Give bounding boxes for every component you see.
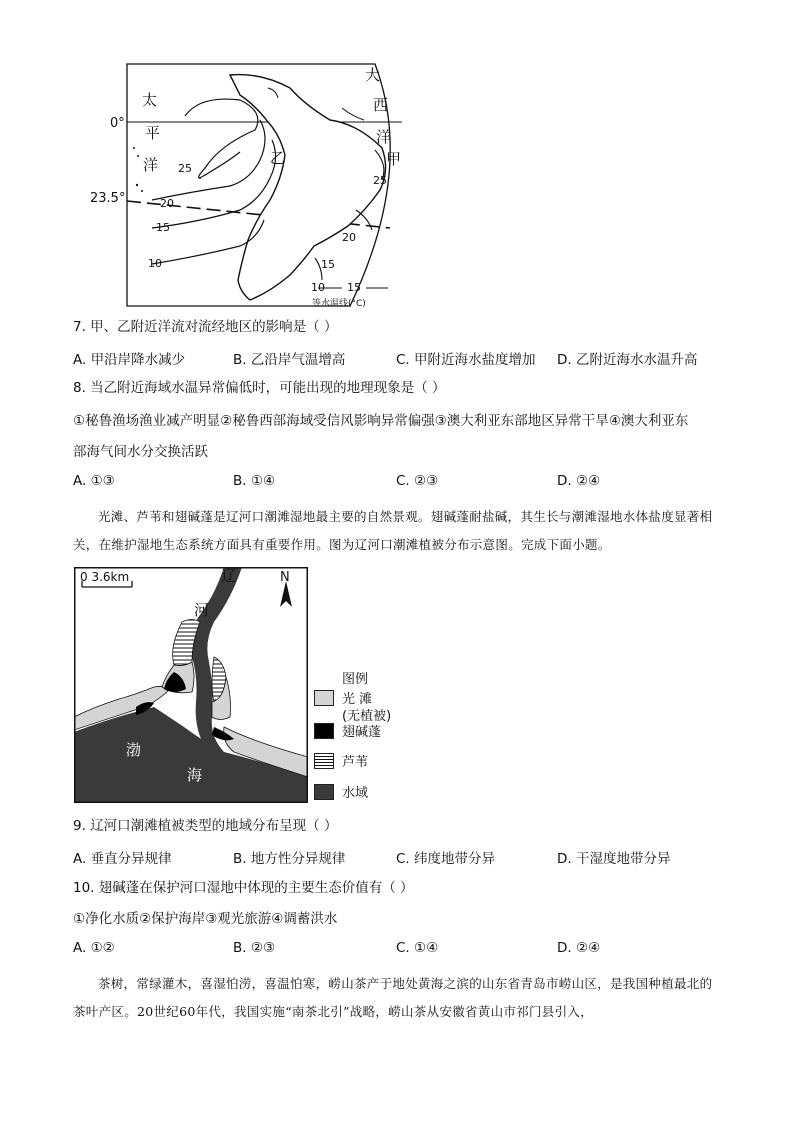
swatch-reed [314,753,334,769]
q8-option-b[interactable]: B. ①④ [233,473,276,489]
q9-option-d[interactable]: D. 干湿度地带分异 [557,851,671,867]
legend-label-reed: 芦苇 [342,755,369,770]
isotherm-10-pacific: 10 [148,257,162,270]
pacific-label-3: 洋 [143,156,159,174]
isotherm-10-atlantic: 10 [311,281,325,294]
swatch-suaeda [314,723,334,739]
map2-legend-title: 图例 [342,672,369,687]
isotherm-20-atlantic: 20 [342,231,356,244]
q9-stem: 9. 辽河口潮滩植被类型的地域分布呈现（ ） [73,818,338,834]
pacific-label-2: 平 [145,124,161,142]
isotherm-15-legend: 15 [347,281,361,294]
river-label-2: 河 [194,601,210,619]
pacific-label-1: 太 [142,91,158,109]
equator-label: 0° [110,116,125,131]
sea-label-1: 渤 [126,741,142,759]
swatch-water [314,784,334,800]
legend-item-suaeda [314,721,381,740]
q7-option-a[interactable]: A. 甲沿岸降水减少 [73,352,186,368]
q8-items-line1: ①秘鲁渔场渔业减产明显②秘鲁西部海域受信风影响异常偏强③澳大利亚东部地区异常干旱④澳大利亚东 [73,413,689,429]
north-label: N [280,570,290,585]
isotherm-legend: 等水温线(°C) [312,299,366,309]
q7-stem: 7. 甲、乙附近洋流对流经地区的影响是（ ） [73,319,338,335]
atlantic-label-3: 洋 [376,128,392,146]
q10-items: ①净化水质②保护海岸③观光旅游④调蓄洪水 [73,911,338,927]
legend-sub-flat: (无植被) [342,709,392,724]
q7-option-c[interactable]: C. 甲附近海水盐度增加 [396,352,536,368]
q10-option-b[interactable]: B. ②③ [233,940,276,956]
q7-option-d[interactable]: D. 乙附近海水水温升高 [557,352,698,368]
isotherm-20-pacific: 20 [160,197,174,210]
q8-stem: 8. 当乙附近海域水温异常偏低时，可能出现的地理现象是（ ） [73,380,446,396]
legend-label-suaeda: 翅碱蓬 [342,725,382,740]
yi-label: 乙 [270,149,286,167]
atlantic-label-1: 大 [365,66,381,84]
q8-items-line2: 部海气间水分交换活跃 [73,444,208,460]
isotherm-15-pacific: 15 [156,221,170,234]
q8-option-d[interactable]: D. ②④ [557,473,601,489]
q10-option-d[interactable]: D. ②④ [557,940,601,956]
isotherm-25-atlantic: 25 [373,174,387,187]
atlantic-label-2: 西 [373,96,389,114]
isotherm-25-pacific: 25 [178,162,192,175]
south-america-isotherm-map [90,60,410,310]
legend-item-water [314,782,368,801]
q8-option-c[interactable]: C. ②③ [396,473,439,489]
q7-option-b[interactable]: B. 乙沿岸气温增高 [233,352,346,368]
q9-option-b[interactable]: B. 地方性分异规律 [233,851,346,867]
tropic-label: 23.5° [90,191,126,206]
legend-label-water: 水域 [342,786,369,801]
q10-option-a[interactable]: A. ①② [73,940,115,956]
isotherm-15-atlantic: 15 [321,258,335,271]
jia-label: 甲 [386,150,402,168]
passage-liaohe: 光滩、芦苇和翅碱蓬是辽河口潮滩湿地最主要的自然景观。翅碱蓬耐盐碱，其生长与潮滩湿地水体盐度显著相关，在维护湿地生态系统方面具有重要作用。图为辽河口潮滩植被分布示意图。完成下面小题。 [73,509,713,552]
scale-label: 0 3.6km [80,570,130,584]
sea-label-2: 海 [187,766,203,784]
q9-option-a[interactable]: A. 垂直分异规律 [73,851,172,867]
legend-item-reed [314,751,368,770]
q10-option-c[interactable]: C. ①④ [396,940,439,956]
swatch-flat [314,690,334,706]
river-label-1: 辽 [221,567,237,585]
q8-option-a[interactable]: A. ①③ [73,473,115,489]
q9-option-c[interactable]: C. 纬度地带分异 [396,851,496,867]
q10-stem: 10. 翅碱蓬在保护河口湿地中体现的主要生态价值有（ ） [73,880,414,896]
passage-laoshan-tea: 茶树，常绿灌木，喜湿怕涝，喜温怕寒，崂山茶产于地处黄海之滨的山东省青岛市崂山区，是我国种植最北的茶叶产区。20世纪60年代，我国实施“南茶北引”战略，崂山茶从安徽省黄山市祁门县引入， [73,976,713,1019]
legend-label-flat: 光 滩 [342,692,373,707]
liaohe-estuary-map [74,567,308,803]
